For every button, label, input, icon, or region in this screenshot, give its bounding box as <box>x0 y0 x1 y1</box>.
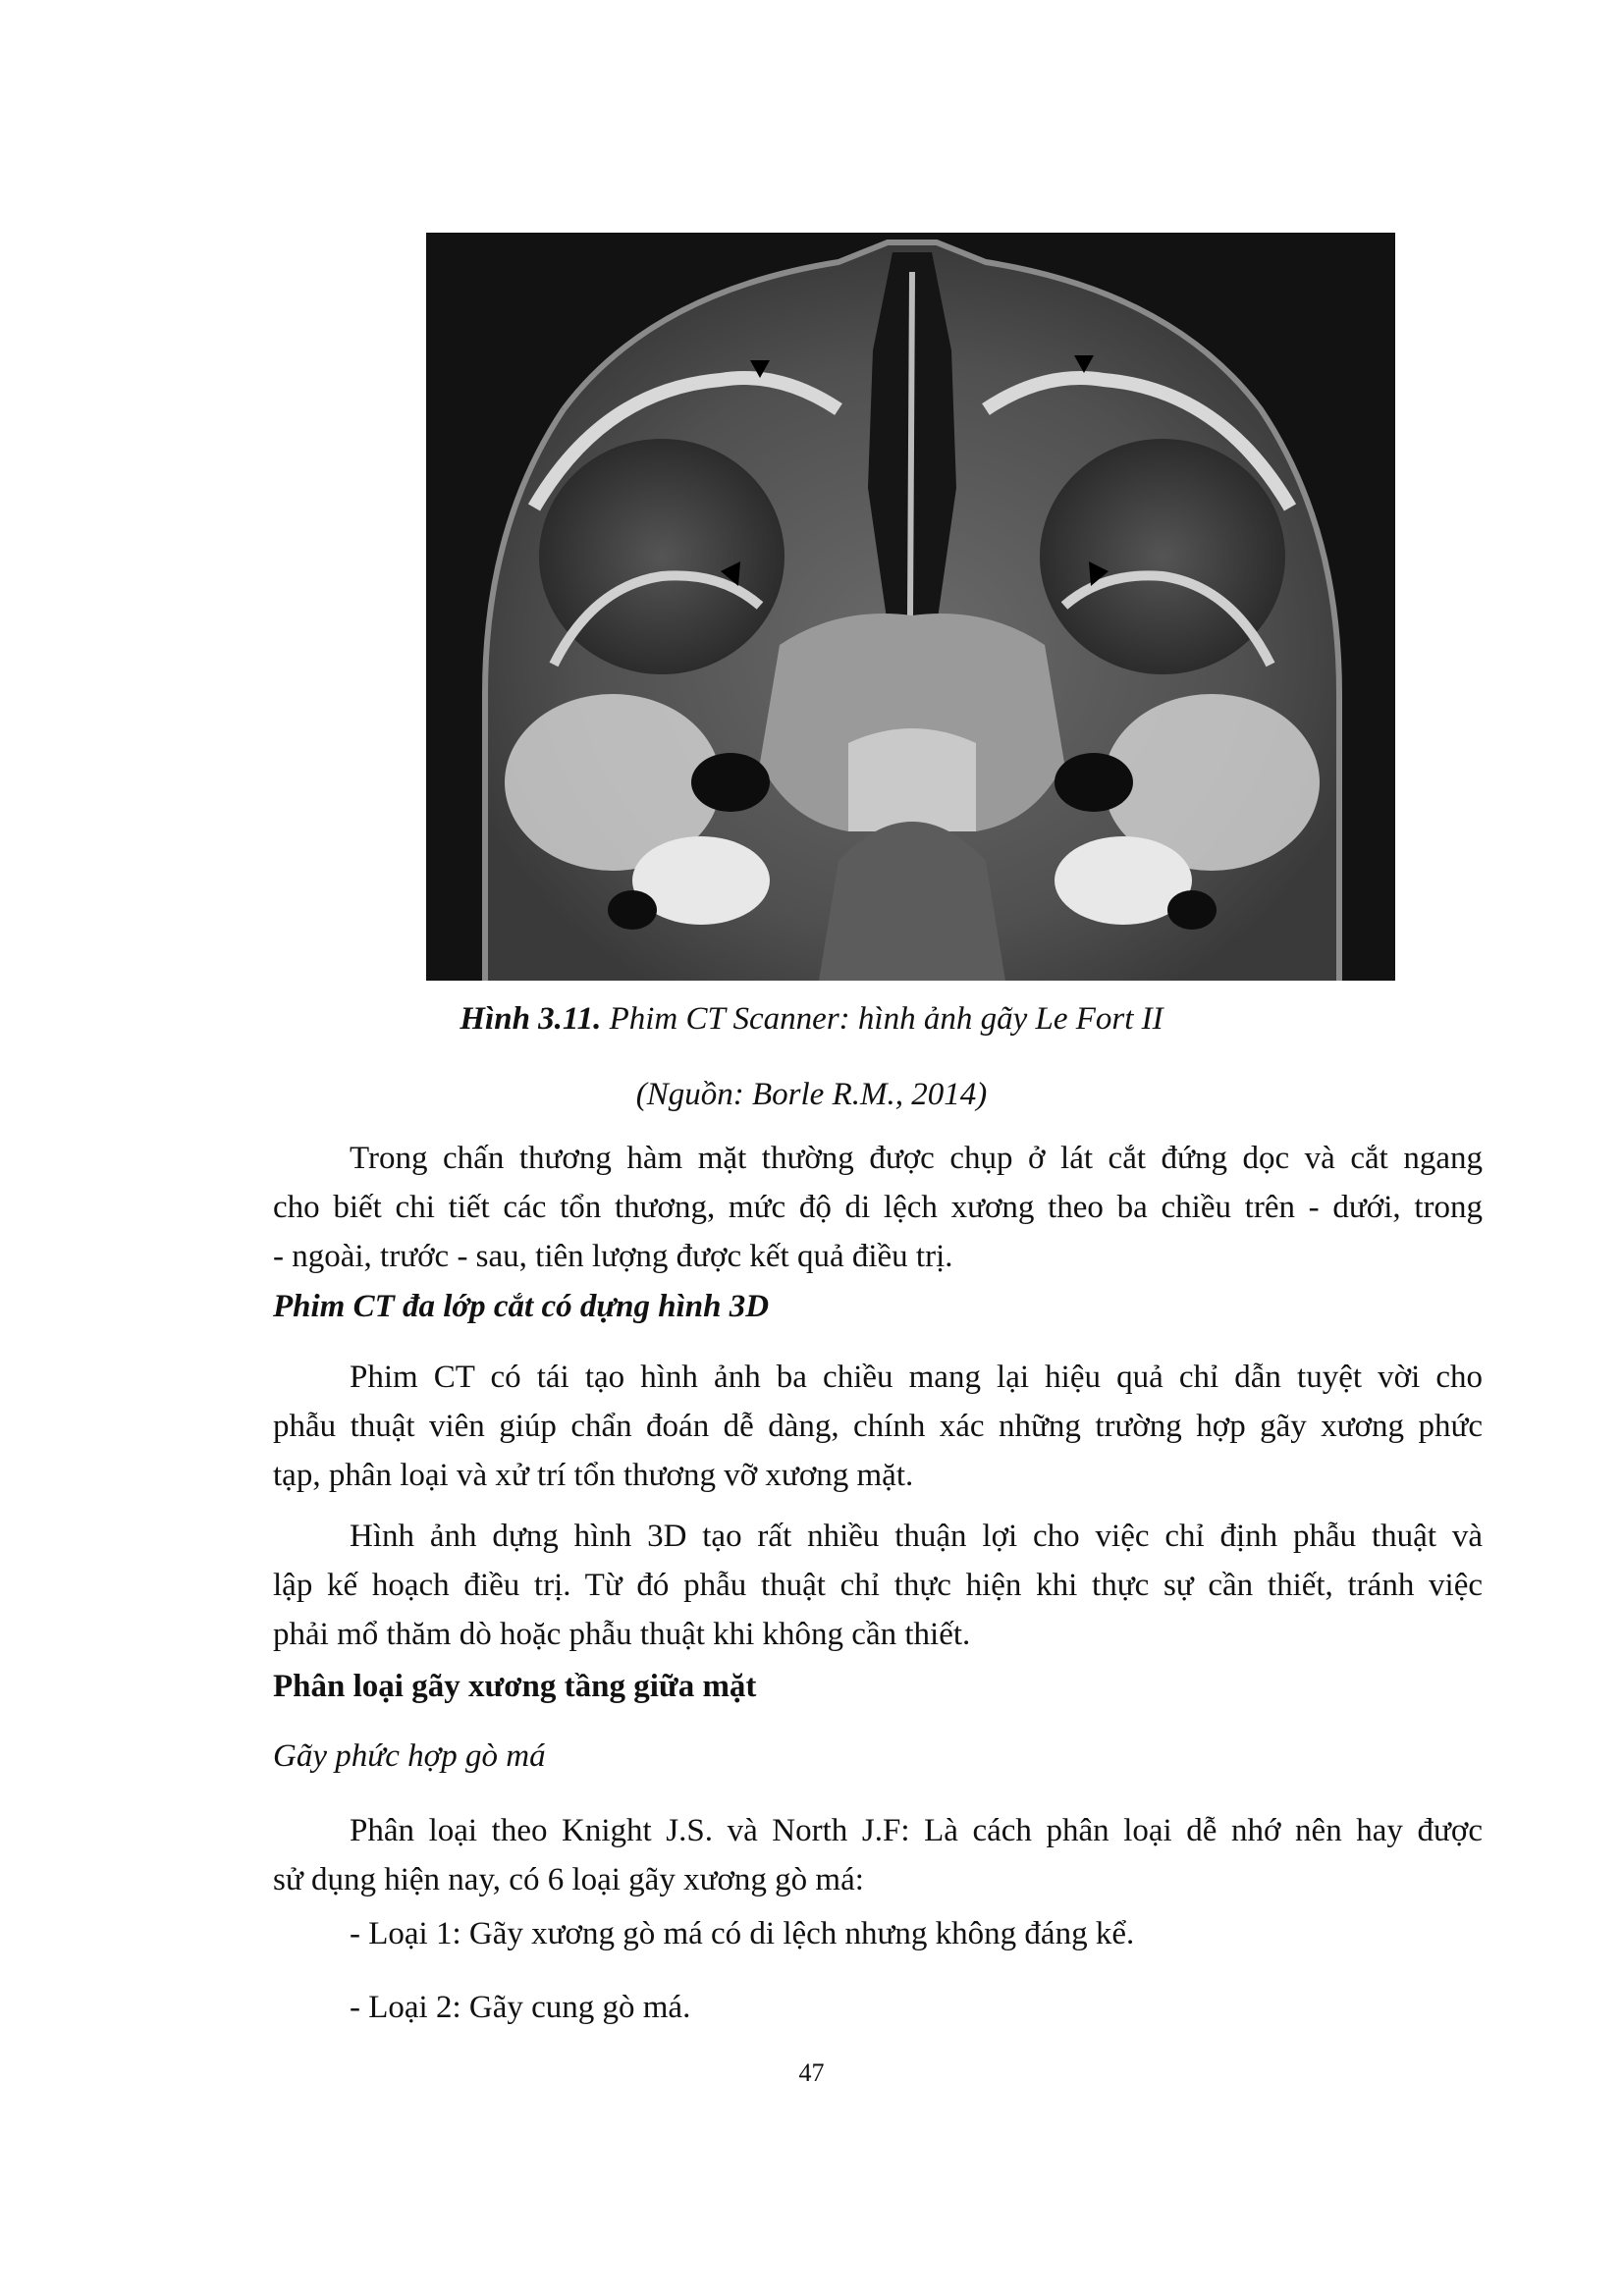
paragraph-line: Trong chấn thương hàm mặt thường được chụp ở lát cắt đứng dọc và cắt ngang <box>350 1141 1483 1176</box>
heading-classification: Phân loại gãy xương tầng giữa mặt <box>273 1669 757 1704</box>
list-item: - Loại 1: Gãy xương gò má có di lệch nhưng không đáng kể. <box>350 1916 1135 1951</box>
figure-caption-label: Hình 3.11. <box>460 1001 602 1037</box>
heading-zygomatic: Gãy phức hợp gò má <box>273 1738 546 1774</box>
ct-scan-illustration <box>426 233 1395 981</box>
paragraph-line: sử dụng hiện nay, có 6 loại gãy xương gò má: <box>273 1862 864 1897</box>
figure-source: (Nguồn: Borle R.M., 2014) <box>635 1077 988 1112</box>
list-item: - Loại 2: Gãy cung gò má. <box>350 1990 691 2025</box>
paragraph-line: - ngoài, trước - sau, tiên lượng được kết quả điều trị. <box>273 1239 953 1274</box>
paragraph-2 <box>273 1353 1483 1500</box>
paragraph-line: cho biết chi tiết các tổn thương, mức độ di lệch xương theo ba chiều trên - dưới, trong <box>273 1190 1483 1225</box>
paragraph-line: phải mổ thăm dò hoặc phẫu thuật khi không cần thiết. <box>273 1617 971 1652</box>
paragraph-1 <box>273 1134 1483 1281</box>
paragraph-line: Hình ảnh dựng hình 3D tạo rất nhiều thuận lợi cho việc chỉ định phẫu thuật và <box>350 1519 1483 1554</box>
paragraph-line: lập kế hoạch điều trị. Từ đó phẫu thuật chỉ thực hiện khi thực sự cần thiết, tránh việc <box>273 1568 1483 1603</box>
paragraph-line: Phân loại theo Knight J.S. và North J.F: Là cách phân loại dễ nhớ nên hay được <box>350 1813 1483 1848</box>
figure-caption-text: Phim CT Scanner: hình ảnh gãy Le Fort II <box>601 1001 1163 1037</box>
paragraph-line: Phim CT có tái tạo hình ảnh ba chiều mang lại hiệu quả chỉ dẫn tuyệt vời cho <box>350 1360 1483 1395</box>
page-number: 47 <box>798 2058 825 2087</box>
paragraph-line: tạp, phân loại và xử trí tổn thương vỡ xương mặt. <box>273 1458 914 1493</box>
paragraph-line: phẫu thuật viên giúp chẩn đoán dễ dàng, chính xác những trường hợp gãy xương phức <box>273 1409 1483 1444</box>
heading-ct-3d: Phim CT đa lớp cắt có dựng hình 3D <box>273 1289 770 1324</box>
ct-scan-image <box>426 233 1395 981</box>
paragraph-3 <box>273 1512 1483 1659</box>
figure-caption <box>0 1001 1623 1038</box>
paragraph-4 <box>273 1806 1483 1904</box>
